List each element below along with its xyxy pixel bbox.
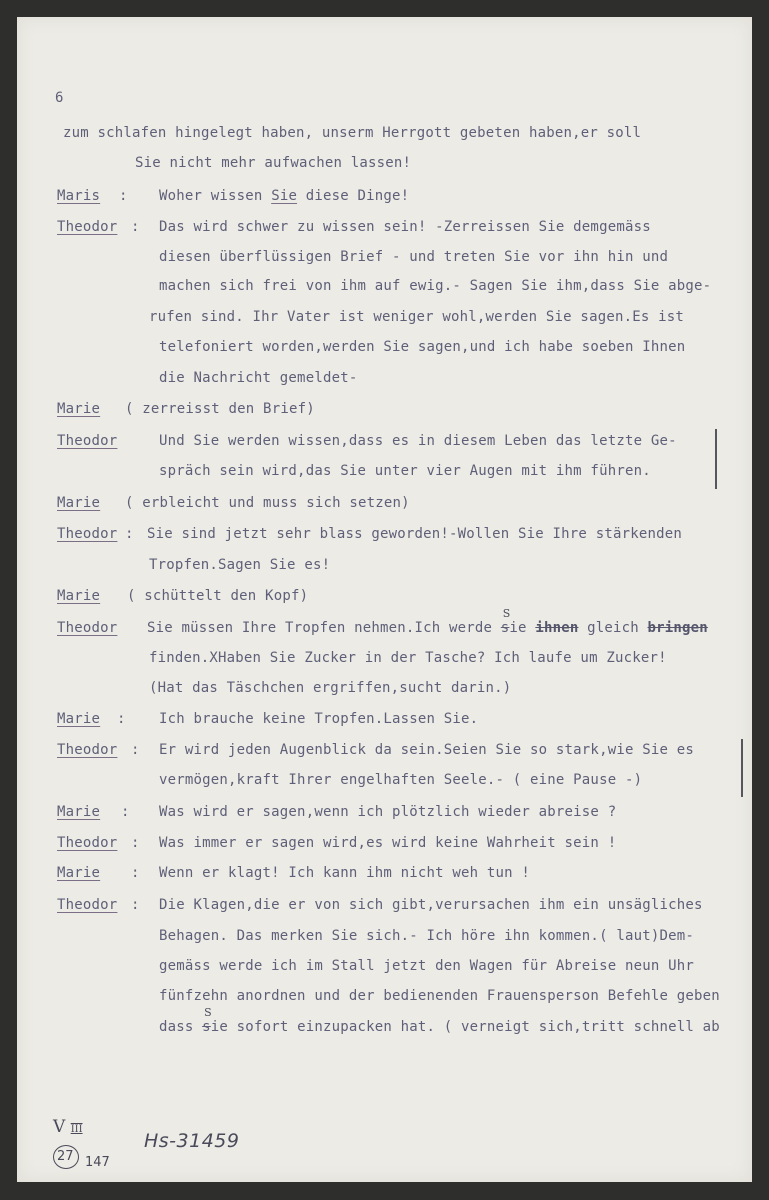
text-line: zum schlafen hingelegt haben, unserm Herrgott gebeten haben,er soll — [63, 125, 642, 141]
text-line: Woher wissen Sie diese Dinge! — [159, 188, 410, 204]
struck-word: ihnen — [535, 620, 579, 636]
speaker-name: Theodor — [57, 433, 118, 449]
text-line: Sie müssen Ihre Tropfen nehmen.Ich werde S sie ihnen gleich bringen — [147, 607, 708, 636]
text-line: gemäss werde ich im Stall jetzt den Wagen für Abreise neun Uhr — [159, 958, 694, 974]
text-line: rufen sind. Ihr Vater ist weniger wohl,werden Sie sagen.Es ist — [149, 309, 684, 325]
text-line: Die Klagen,die er von sich gibt,verursachen ihm ein unsägliches — [159, 897, 703, 913]
speaker-name: Marie — [57, 711, 101, 727]
speaker-separator: : — [131, 865, 140, 881]
speaker-separator: : — [117, 711, 126, 727]
text-line: machen sich frei von ihm auf ewig.- Sagen Sie ihm,dass Sie abge- — [159, 278, 712, 294]
underlined-word: Sie — [271, 188, 298, 204]
speaker-separator: : — [121, 804, 130, 820]
handwritten-correction: S s — [202, 1006, 212, 1035]
speaker-separator: : — [131, 219, 140, 235]
speaker-name: Theodor — [57, 897, 118, 913]
text-line: spräch sein wird,das Sie unter vier Augen mit ihm führen. — [159, 463, 651, 479]
text-line: fünfzehn anordnen und der bedienenden Frauensperson Befehle geben — [159, 988, 720, 1004]
archive-circled-number: 27 — [57, 1149, 74, 1164]
margin-line-mark — [715, 429, 717, 489]
archive-folio: 147 — [85, 1155, 110, 1170]
speaker-name: Marie — [57, 401, 101, 417]
archive-volume: V III — [53, 1117, 83, 1137]
text-line: Behagen. Das merken Sie sich.- Ich höre ihn kommen.( laut)Dem- — [159, 928, 694, 944]
speaker-name: Theodor — [57, 835, 118, 851]
text-line: Sie sind jetzt sehr blass geworden!-Wollen Sie Ihre stärkenden — [147, 526, 682, 542]
page-number: 6 — [55, 90, 64, 106]
text-line: die Nachricht gemeldet- — [159, 370, 358, 386]
text-line: Sie nicht mehr aufwachen lassen! — [135, 155, 412, 171]
stage-direction: ( erbleicht und muss sich setzen) — [125, 495, 410, 511]
stage-direction: ( schüttelt den Kopf) — [127, 588, 309, 604]
stage-direction: ( zerreisst den Brief) — [125, 401, 315, 417]
text-line: Das wird schwer zu wissen sein! -Zerreissen Sie demgemäss — [159, 219, 651, 235]
speaker-name: Theodor — [57, 742, 118, 758]
text-line: Ich brauche keine Tropfen.Lassen Sie. — [159, 711, 479, 727]
speaker-name: Theodor — [57, 526, 118, 542]
speaker-name: Marie — [57, 865, 101, 881]
text-line: diesen überflüssigen Brief - und treten Sie vor ihn hin und — [159, 249, 669, 265]
text-line: Was immer er sagen wird,es wird keine Wahrheit sein ! — [159, 835, 617, 851]
speaker-name: Marie — [57, 804, 101, 820]
text-line: Wenn er klagt! Ich kann ihm nicht weh tun ! — [159, 865, 531, 881]
text-line: Was wird er sagen,wenn ich plötzlich wieder abreise ? — [159, 804, 617, 820]
text-line: finden.XHaben Sie Zucker in der Tasche? Ich laufe um Zucker! — [149, 650, 667, 666]
speaker-separator: : — [119, 188, 128, 204]
speaker-separator: : — [131, 742, 140, 758]
speaker-separator: : — [131, 835, 140, 851]
text-line: Er wird jeden Augenblick da sein.Seien Sie so stark,wie Sie es — [159, 742, 694, 758]
margin-line-mark — [741, 739, 743, 797]
text-line: Und Sie werden wissen,dass es in diesem Leben das letzte Ge- — [159, 433, 677, 449]
archive-shelfmark: Hs-31459 — [144, 1130, 240, 1152]
text-line: (Hat das Täschchen ergriffen,sucht darin.) — [149, 680, 512, 696]
text-line: Tropfen.Sagen Sie es! — [149, 557, 331, 573]
text-line: telefoniert worden,werden Sie sagen,und ich habe soeben Ihnen — [159, 339, 686, 355]
manuscript-page — [17, 17, 752, 1182]
speaker-name: Marie — [57, 495, 101, 511]
text-line: vermögen,kraft Ihrer engelhaften Seele.- ( eine Pause -) — [159, 772, 643, 788]
handwritten-correction: S s — [500, 607, 511, 636]
speaker-name: Maris — [57, 188, 101, 204]
speaker-name: Theodor — [57, 219, 118, 235]
speaker-name: Theodor — [57, 620, 118, 636]
speaker-separator: : — [125, 526, 134, 542]
struck-word: bringen — [647, 620, 708, 636]
speaker-separator: : — [131, 897, 140, 913]
speaker-name: Marie — [57, 588, 101, 604]
text-line: dass S sie sofort einzupacken hat. ( verneigt sich,tritt schnell ab — [159, 1006, 720, 1035]
corrected-word: Dem- — [659, 928, 694, 944]
